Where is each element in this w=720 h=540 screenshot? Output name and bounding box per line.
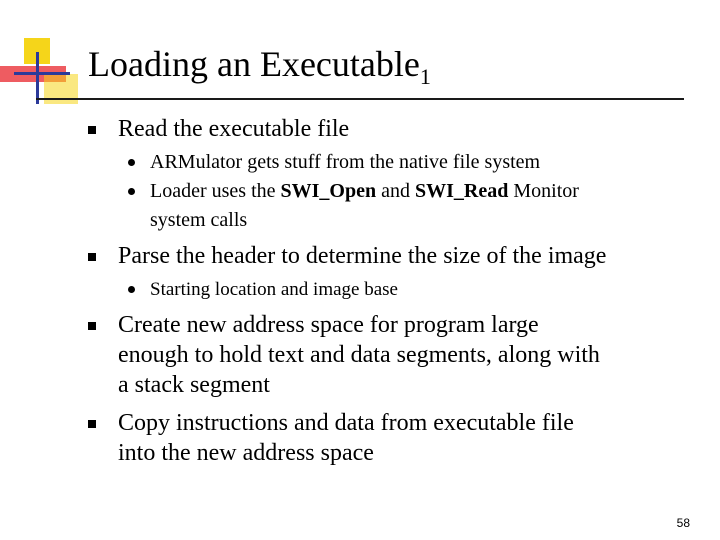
sub-bullet-1-2-text-a: Loader uses the: [150, 180, 281, 202]
bullet-4: [118, 408, 574, 468]
title-divider: [36, 98, 684, 100]
bullet-2: [118, 241, 606, 271]
bullet-3: [118, 310, 600, 400]
slide-title-subscript: 1: [419, 64, 431, 89]
bullet-4-line-1: Copy instructions and data from executable file: [118, 410, 574, 436]
round-bullet-icon: [128, 159, 135, 166]
sub-bullet-1-1: [150, 148, 540, 177]
slide-title-text: Loading an Executable: [88, 44, 420, 84]
sub-bullet-1-2-text-b: and: [376, 180, 415, 202]
bullet-3-line-3: a stack segment: [118, 372, 270, 398]
swi-read-call: SWI_Read: [415, 180, 509, 202]
page-number: 58: [676, 516, 690, 530]
bullet-1: [118, 114, 349, 144]
sub-bullet-1-2-line2: system calls: [150, 209, 248, 231]
sub-bullet-1-2: [150, 177, 579, 235]
bullet-1-text: Read the executable file: [118, 116, 350, 142]
square-bullet-icon: [88, 420, 96, 428]
slide-logo-decoration: [0, 28, 90, 118]
bullet-3-line-1: Create new address space for program large: [118, 312, 539, 338]
sub-bullet-2-1: [150, 275, 398, 304]
slide-title: [88, 42, 431, 89]
bullet-4-line-2: into the new address space: [118, 440, 374, 466]
square-bullet-icon: [88, 322, 96, 330]
sub-bullet-1-2-text-c: Monitor: [508, 180, 579, 202]
sub-bullet-2-1-text: Starting location and image base: [150, 279, 398, 300]
bullet-3-line-2: enough to hold text and data segments, along with: [118, 342, 600, 368]
sub-bullet-1-1-text: ARMulator gets stuff from the native file system: [150, 151, 541, 173]
bullet-2-text: Parse the header to determine the size of the image: [118, 243, 607, 269]
swi-open-call: SWI_Open: [280, 180, 377, 202]
square-bullet-icon: [88, 253, 96, 261]
square-bullet-icon: [88, 126, 96, 134]
round-bullet-icon: [128, 188, 135, 195]
round-bullet-icon: [128, 286, 135, 293]
